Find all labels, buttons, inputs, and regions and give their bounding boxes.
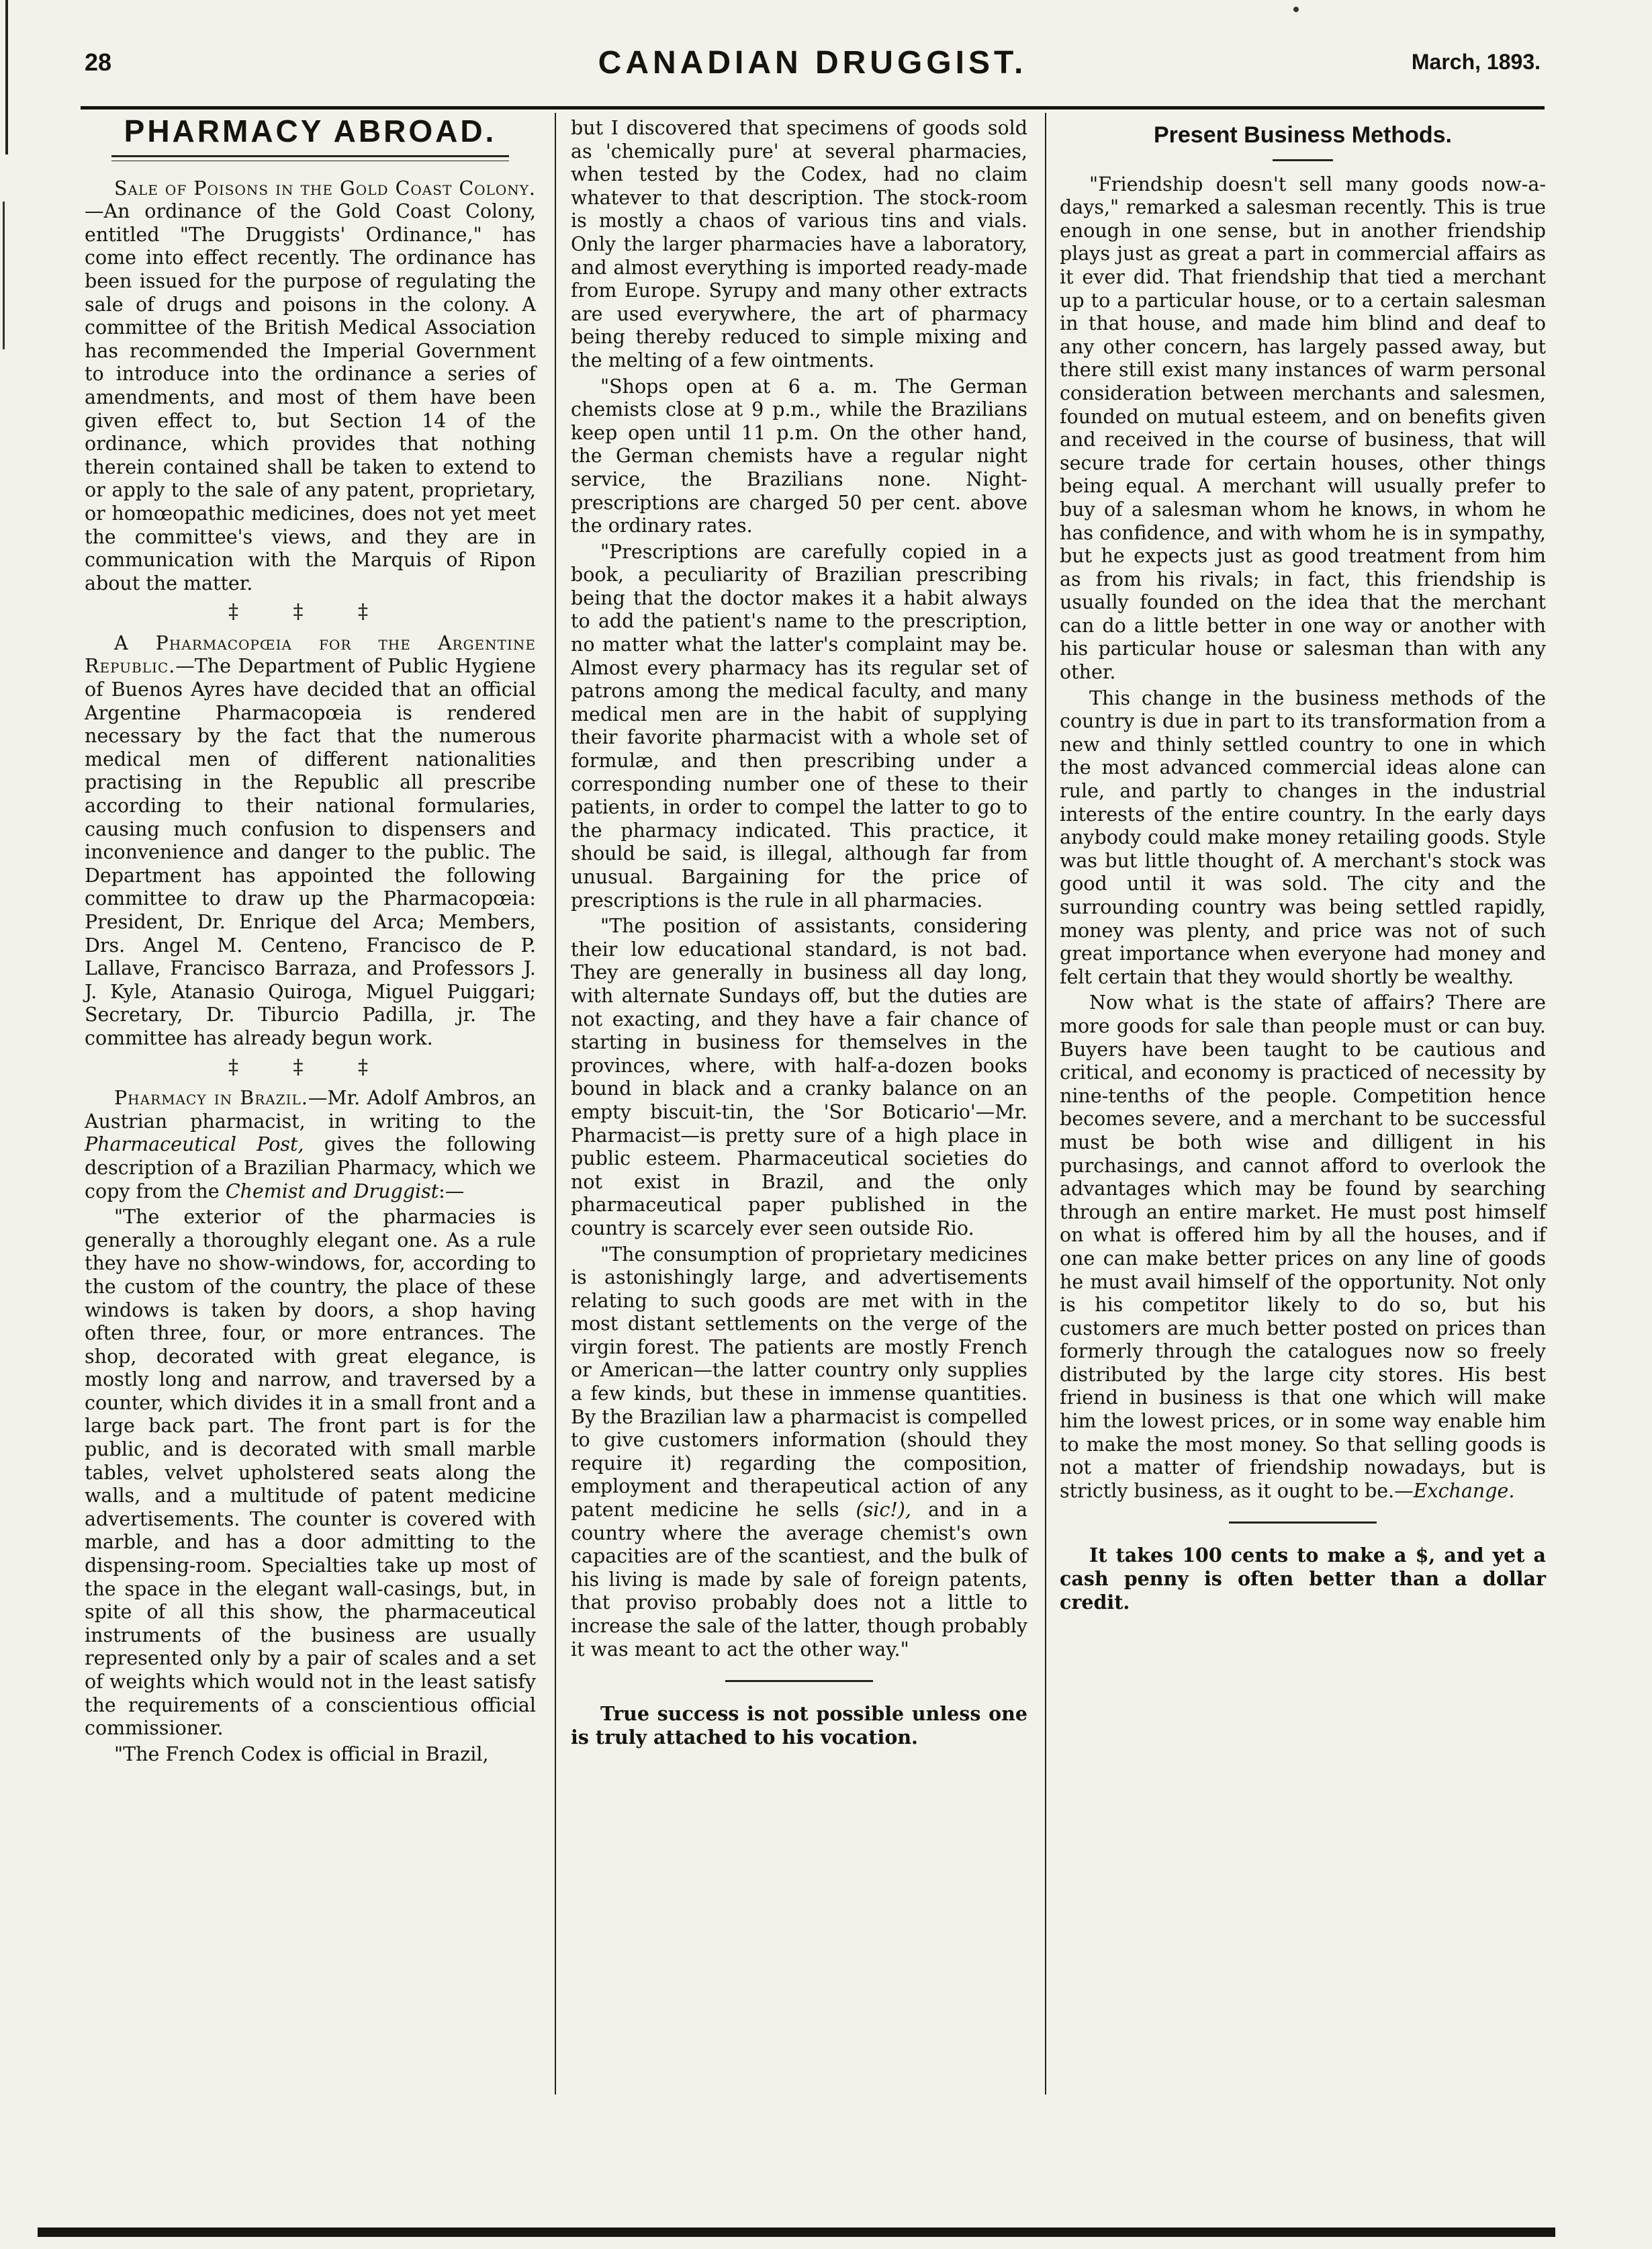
source-reference: —Exchange. — [1394, 1479, 1515, 1502]
paragraph-exterior: "The exterior of the pharmacies is generally a thoroughly elegant one. As a rule they have no show-windows, for, according to the custom of the country, the place of these windows is taken by doors, a shop having often three, four, or more entrances. The shop, decorated with great elegance, is mostly long and narrow, and traversed by a counter, which divides it in a small front and a large back part. The front part is for the public, and is decorated with small marble tables, velvet upholstered seats along the walls, and a multitude of patent medicine advertisements. The counter is covered with marble, and has a door admitting to the dispensing-room. Specialties take up most of the space in the elegant wall-casings, but, in spite of all this show, the pharmaceutical instruments of the business are usually represented only by a pair of scales and a set of weights which would not in the least satisfy the requirements of a conscientious official commissioner. — [85, 1206, 536, 1740]
article-body: :— — [439, 1180, 465, 1202]
column-3 — [1060, 117, 1546, 1614]
ornament-divider: ‡ ‡ ‡ — [228, 600, 393, 624]
filler-note-cents: It takes 100 cents to make a $, and yet a cash penny is often better than a dollar credit. — [1060, 1544, 1546, 1614]
sic-note: (sic!), — [856, 1499, 911, 1522]
source-reference: Chemist and Druggist — [225, 1180, 439, 1202]
ornament-divider: ‡ ‡ ‡ — [228, 1055, 393, 1079]
paragraph-change: This change in the business methods of the country is due in part to its transformation from a new and thinly settled country to one in which the most advanced commercial ideas alone can rule, and partly to changes in the industrial interests of the entire country. In the early days anybody could make money retailing goods. Style was but little thought of. A merchant's stock was good until it was sold. The city and the surrounding country was being settled rapidly, money was plenty, and price was not of such great importance when everyone had money and felt certain that they would shortly be wealthy. — [1060, 687, 1546, 988]
separator-rule — [725, 1680, 873, 1682]
article-argentine — [85, 632, 536, 1051]
section-title-pharmacy-abroad: PHARMACY ABROAD. — [124, 114, 497, 148]
column-1 — [85, 114, 536, 1766]
paragraph-codex-start: "The French Codex is official in Brazil, — [114, 1743, 489, 1765]
article-body: —Mr. Adolf Ambros, an Austrian pharmacist, in writing to the — [85, 1087, 536, 1133]
paragraph-text: "The consumption of proprietary medicines is astonishingly large, and advertisements relating to such goods are met with in the most distant settlements on the verge of the virgin forest. The patients are mostly French or American—the latter country only supplies a few kinds, but these in immense quantities. By the Brazilian law a pharmacist is compelled to give customers information (should they require it) regarding the composition, employment and therapeutical action of any patent medicine he sells — [571, 1243, 1027, 1522]
paragraph-assistants: "The position of assistants, considering their low educational standard, is not bad. They are generally in business all day long, with alternate Sundays off, but the duties are not exacting, and they have a fair chance of starting in business for themselves in the provinces, where, with half-a-dozen books bound in black and a cranky balance on an empty biscuit-tin, the 'Sor Boticario'—Mr. Pharmacist—is pretty sure of a high place in public esteem. Pharmaceutical societies do not exist in Brazil, and the only pharmaceutical paper published in the country is scarcely ever seen outside Rio. — [571, 915, 1027, 1239]
column-2 — [571, 117, 1027, 1749]
title-rule — [1273, 159, 1333, 161]
paragraph-consumption — [571, 1243, 1027, 1662]
ink-speck — [1293, 7, 1299, 12]
header-rule — [81, 106, 1545, 109]
article-gold-coast — [85, 177, 536, 596]
article-head: A Pharmacopœia for the Argentine Republic. — [85, 631, 536, 678]
article-head: Pharmacy in Brazil. — [114, 1087, 308, 1110]
page-header — [85, 44, 1541, 85]
page-number: 28 — [85, 48, 112, 76]
paragraph-state-of-affairs — [1060, 991, 1546, 1503]
bottom-rule — [38, 2228, 1555, 2237]
paragraph-friendship: "Friendship doesn't sell many goods now-a-days," remarked a salesman recently. This is true enough in one sense, but in another friendship plays just as great a part in commercial affairs as it ever did. That friendship that tied a merchant up to a particular house, or to a certain salesman in that house, and made him blind and deaf to any other concern, has largely passed away, but there still exist many instances of warm personal consideration between merchants and salesmen, founded on mutual esteem, and on benefits given and received in the course of business, that will secure trade for certain houses, other things being equal. A merchant will usually prefer to buy of a salesman whom he knows, in whom he has confidence, and with whom he is in sympathy, but he expects just as good treatment from him as from his rivals; in fact, this friendship is usually founded on the idea that the merchant can do a little better in one way or another with his particular house or salesman than with any other. — [1060, 173, 1546, 684]
article-body: —The Department of Public Hygiene of Buenos Ayres have decided that an official Argentine Pharmacopœia is rendered necessary by the fact that the numerous medical men of different nationalities practising in the Republic all prescribe according to their national formularies, causing much confusion to dispensers and inconvenience and danger to the public. The Department has appointed the following committee to draw up the Pharmacopœia: President, Dr. Enrique del Arca; Members, Drs. Angel M. Centeno, Francisco de P. Lallave, Francisco Barraza, and Professors J. J. Kyle, Atanasio Quiroga, Miguel Puiggari; Secretary, Dr. Tiburcio Padilla, jr. The committee has already begun work. — [85, 655, 536, 1049]
column-rule — [1045, 113, 1046, 2094]
journal-reference: Pharmaceutical Post, — [85, 1133, 304, 1156]
article-body: gives the following description of a Brazilian Pharmacy, which we copy from the — [85, 1133, 536, 1202]
article-head: Sale of Poisons in the Gold Coast Colony. — [114, 177, 536, 200]
article-body: —An ordinance of the Gold Coast Colony, entitled "The Druggists' Ordinance," has come into effect recently. The ordinance has been issued for the purpose of regulating the sale of drugs and poisons in the colony. A committee of the British Medical Association has recommended the Imperial Government to introduce into the ordinance a series of amendments, and most of them have been given effect to, but Section 14 of the ordinance, which provides that nothing therein contained shall be taken to extend to or apply to the sale of any patent, proprietary, or homœopathic medicines, does not yet meet the committee's views, and they are in communication with the Marquis of Ripon about the matter. — [85, 200, 536, 594]
journal-title: CANADIAN DRUGGIST. — [598, 45, 1027, 81]
page-edge-mark — [0, 0, 8, 155]
title-double-rule — [111, 155, 509, 161]
page-edge-mark — [3, 202, 5, 349]
paragraph-text: and in a country where the average chemist's own capacities are of the scantiest, and the bulk of his living is made by sale of foreign patents, that proviso probably does not a little to increase the sale of the latter, though probably it was meant to act the other way." — [571, 1499, 1028, 1661]
paragraph-prescriptions: "Prescriptions are carefully copied in a book, a peculiarity of Brazilian prescribing being that the doctor makes it a habit always to add the patient's name to the prescription, no matter what the latter's complaint may be. Almost every pharmacy has its regular set of patrons among the medical faculty, and many medical men are in the habit of supplying their favorite pharmacist with a whole set of formulæ, and then prescribing under a corresponding number one of these to their patients, in order to compel the latter to go to the pharmacy indicated. This practice, it should be said, is illegal, although far from unusual. Bargaining for the price of prescriptions is the rule in all pharmacies. — [571, 540, 1027, 912]
article-brazil — [85, 1087, 536, 1203]
paragraph-text: Now what is the state of affairs? There are more goods for sale than people must or can buy. Buyers have been taught to be cautious and critical, and economy is practiced of necessity by nine-tenths of the people. Competition hence becomes severe, and a merchant to be successful must be both wise and dilligent in his purchasings, and cannot afford to overlook the advantages which may be found by searching through an entire market. He must post himself on what is offered him by all the houses, and if one can make better prices on any line of goods he must avail himself of the opportunity. Not only is his competitor likely to do so, but his customers are much better posted on prices than formerly through the catalogues now so freely distributed by the large city stores. His best friend in business is that one which will make him the lowest prices, or in some way enable him to make the most money. So that selling goods is not a matter of friendship nowadays, but is strictly business, as it ought to be. — [1060, 991, 1546, 1502]
column-rule — [555, 113, 556, 2094]
section-title-business-methods: Present Business Methods. — [1153, 122, 1452, 148]
separator-rule — [1229, 1522, 1377, 1524]
paragraph-shop-hours: "Shops open at 6 a. m. The German chemists close at 9 p.m., while the Brazilians keep open until 11 p.m. On the other hand, the German chemists have a regular night service, the Brazilians none. Night-prescriptions are charged 50 per cent. above the ordinary rates. — [571, 375, 1027, 537]
filler-note-success: True success is not possible unless one is truly attached to his vocation. — [571, 1702, 1027, 1749]
paragraph-codex-continued: but I discovered that specimens of goods sold as 'chemically pure' at several pharmacies, when tested by the Codex, had no claim whatever to that description. The stock-room is mostly a chaos of various tins and vials. Only the larger pharmacies have a laboratory, and almost everything is imported ready-made from Europe. Syrupy and many other extracts are used everywhere, the art of pharmacy being thereby reduced to simple mixing and the melting of a few ointments. — [571, 117, 1027, 371]
issue-date: March, 1893. — [1411, 50, 1541, 74]
